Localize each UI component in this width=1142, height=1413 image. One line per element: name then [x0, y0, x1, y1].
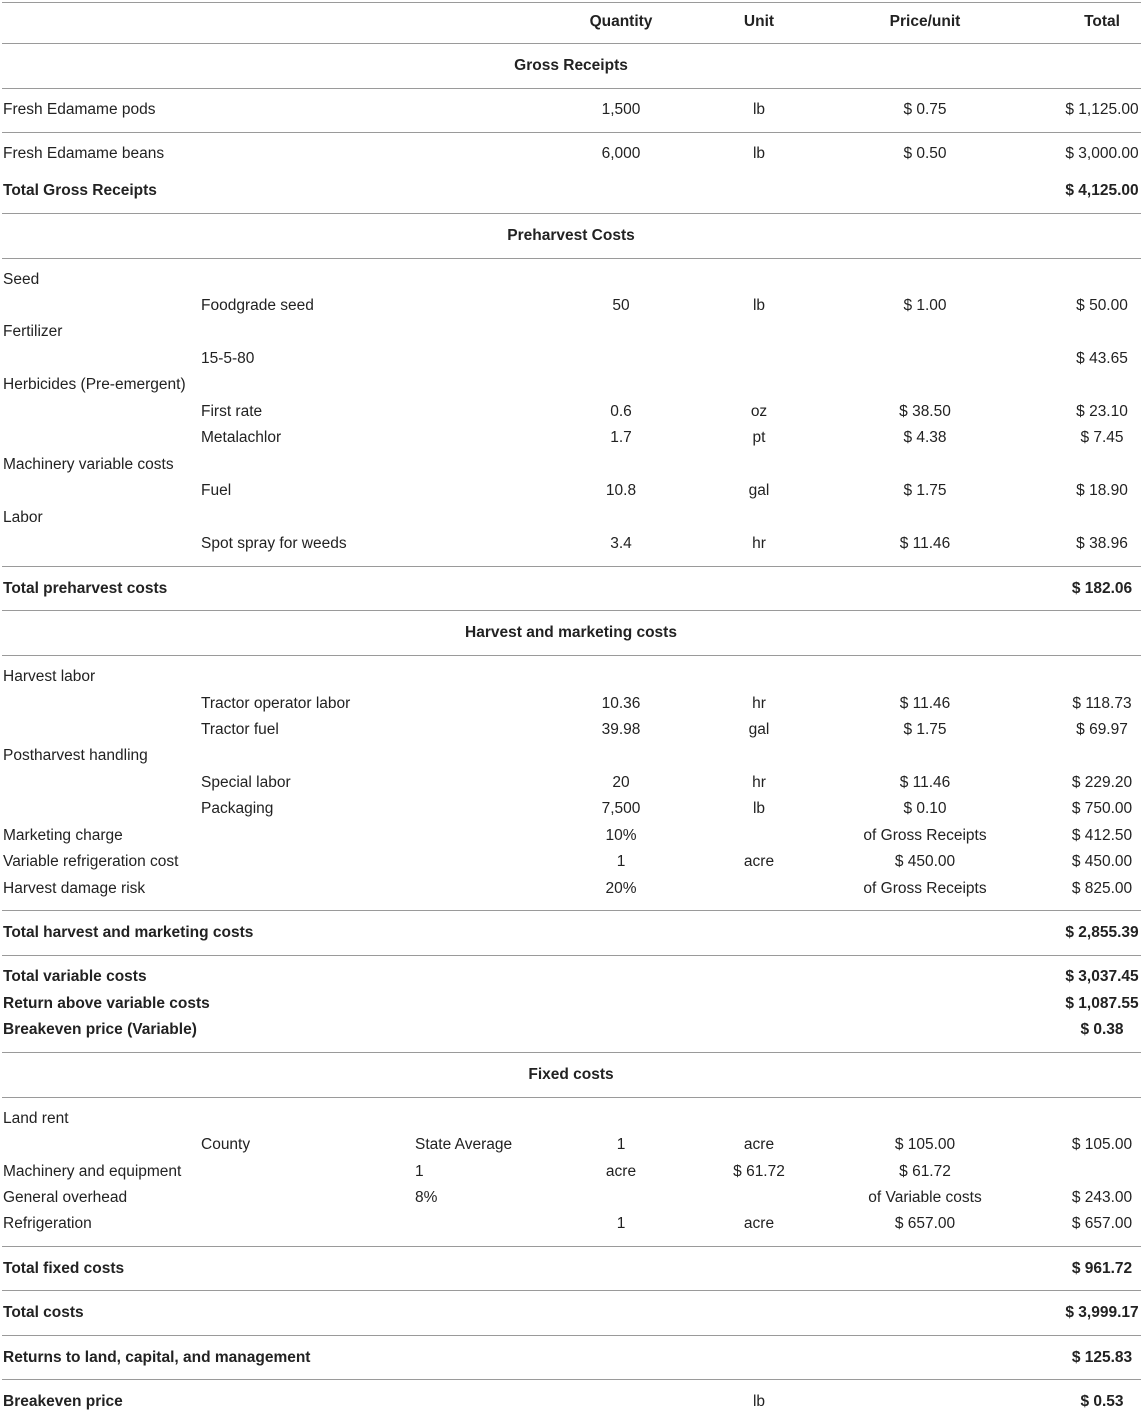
price-cell: $ 0.50 [903, 145, 947, 162]
category-label: Fertilizer [3, 323, 63, 340]
row-label: Harvest damage risk [3, 880, 146, 897]
price-cell: $ 0.75 [903, 101, 947, 118]
row-divider [2, 43, 1141, 44]
item-label: Metalachlor [201, 429, 282, 446]
total-cell: $ 3,000.00 [1065, 145, 1139, 162]
row-label: Variable refrigeration cost [3, 853, 179, 870]
row-divider [2, 88, 1141, 89]
row-divider [2, 955, 1141, 956]
unit-cell: hr [752, 774, 766, 791]
item-label: Tractor operator labor [201, 695, 351, 712]
section-title-harvest: Harvest and marketing costs [465, 624, 677, 641]
total-cell: $ 105.00 [1071, 1136, 1133, 1153]
total-cell: $ 229.20 [1071, 774, 1133, 791]
row-divider [2, 1290, 1141, 1291]
price-cell: $ 11.46 [899, 695, 951, 712]
quantity-cell: 20 [612, 774, 630, 791]
item-label: Fuel [201, 482, 232, 499]
return-above-variable-label: Return above variable costs [3, 995, 210, 1012]
row-divider [2, 1335, 1141, 1336]
unit-cell: oz [750, 403, 768, 420]
total-cell: $ 825.00 [1071, 880, 1133, 897]
total-cell: $ 412.50 [1071, 827, 1133, 844]
price-cell: $ 4.38 [903, 429, 947, 446]
row-divider [2, 910, 1141, 911]
item-label: First rate [201, 403, 263, 420]
category-label: Harvest labor [3, 668, 96, 685]
unit-cell: $ 61.72 [733, 1163, 785, 1180]
unit-cell: lb [752, 145, 766, 162]
category-label: Machinery variable costs [3, 456, 174, 473]
quantity-cell: 1 [616, 853, 626, 870]
category-label: Postharvest handling [3, 747, 148, 764]
breakeven-price-label: Breakeven price [3, 1393, 123, 1410]
price-cell: $ 11.46 [899, 774, 951, 791]
row-label: Fresh Edamame beans [3, 145, 165, 162]
price-cell: $ 1.75 [903, 482, 947, 499]
total-cell: $ 118.73 [1072, 695, 1132, 712]
total-variable-costs-value: $ 3,037.45 [1065, 968, 1139, 985]
total-preharvest-label: Total preharvest costs [3, 580, 168, 597]
section-title-fixed: Fixed costs [528, 1066, 614, 1083]
row-label: General overhead [3, 1189, 128, 1206]
total-cell: $ 750.00 [1071, 800, 1133, 817]
quantity-cell: 20% [605, 880, 637, 897]
quantity-cell: 1.7 [610, 429, 632, 446]
breakeven-variable-value: $ 0.38 [1080, 1021, 1124, 1038]
unit-cell: pt [752, 429, 766, 446]
price-cell: of Variable costs [868, 1189, 982, 1206]
breakeven-unit: lb [752, 1393, 766, 1410]
total-cell: $ 38.96 [1076, 535, 1128, 552]
total-cell: $ 657.00 [1071, 1215, 1133, 1232]
quantity-cell: 1 [616, 1215, 626, 1232]
total-cell: $ 450.00 [1071, 853, 1133, 870]
extra-cell: State Average [415, 1136, 513, 1153]
row-divider [2, 566, 1141, 567]
quantity-cell: 10% [605, 827, 637, 844]
row-divider [2, 1246, 1141, 1247]
price-cell: $ 11.46 [899, 535, 951, 552]
header-total: Total [1084, 13, 1120, 30]
quantity-cell: 3.4 [610, 535, 632, 552]
price-cell: $ 38.50 [899, 403, 951, 420]
total-cell: $ 69.97 [1076, 721, 1128, 738]
section-title-preharvest: Preharvest Costs [507, 227, 635, 244]
total-gross-receipts-label: Total Gross Receipts [3, 182, 157, 199]
quantity-cell: 39.98 [601, 721, 641, 738]
item-label: 15-5-80 [201, 350, 255, 367]
unit-cell: acre [743, 1215, 775, 1232]
breakeven-price-value: $ 0.53 [1080, 1393, 1124, 1410]
quantity-cell: 7,500 [601, 800, 641, 817]
price-cell: $ 450.00 [894, 853, 956, 870]
total-cell: $ 18.90 [1076, 482, 1128, 499]
price-cell: $ 657.00 [894, 1215, 956, 1232]
quantity-cell: 0.6 [610, 403, 632, 420]
item-label: Foodgrade seed [201, 297, 314, 314]
quantity-cell: 10.36 [601, 695, 641, 712]
unit-cell: acre [743, 1136, 775, 1153]
row-divider [2, 1052, 1141, 1053]
row-label: Machinery and equipment [3, 1163, 182, 1180]
quantity-cell: 6,000 [601, 145, 641, 162]
row-divider [2, 132, 1141, 133]
unit-cell: gal [748, 721, 770, 738]
row-label: Marketing charge [3, 827, 123, 844]
item-label: County [201, 1136, 251, 1153]
row-divider [2, 258, 1141, 259]
unit-cell: hr [752, 695, 766, 712]
unit-cell: gal [748, 482, 770, 499]
price-cell: of Gross Receipts [863, 880, 987, 897]
section-title-gross-receipts: Gross Receipts [514, 57, 628, 74]
price-cell: $ 0.10 [903, 800, 947, 817]
category-label: Labor [3, 509, 43, 526]
price-cell: $ 1.00 [903, 297, 947, 314]
extra-cell: 1 [415, 1163, 424, 1180]
table-top-rule [2, 2, 1141, 3]
extra-cell: 8% [415, 1189, 438, 1206]
unit-cell: lb [752, 101, 766, 118]
unit-cell: hr [752, 535, 766, 552]
item-label: Spot spray for weeds [201, 535, 347, 552]
price-cell: $ 1.75 [903, 721, 947, 738]
total-fixed-costs-label: Total fixed costs [3, 1260, 125, 1277]
total-variable-costs-label: Total variable costs [3, 968, 147, 985]
total-cell: $ 23.10 [1076, 403, 1128, 420]
total-cell: $ 50.00 [1076, 297, 1128, 314]
header-unit: Unit [743, 13, 775, 30]
category-label: Land rent [3, 1110, 69, 1127]
total-costs-label: Total costs [3, 1304, 84, 1321]
quantity-cell: acre [605, 1163, 637, 1180]
header-price-unit: Price/unit [889, 13, 961, 30]
unit-cell: acre [743, 853, 775, 870]
row-divider [2, 1379, 1141, 1380]
unit-cell: lb [752, 800, 766, 817]
total-costs-value: $ 3,999.17 [1065, 1304, 1139, 1321]
category-label: Seed [3, 271, 40, 288]
quantity-cell: 10.8 [605, 482, 637, 499]
item-label: Special labor [201, 774, 291, 791]
row-label: Fresh Edamame pods [3, 101, 156, 118]
total-harvest-value: $ 2,855.39 [1065, 924, 1139, 941]
quantity-cell: 50 [612, 297, 630, 314]
total-harvest-label: Total harvest and marketing costs [3, 924, 254, 941]
header-quantity: Quantity [589, 13, 653, 30]
returns-value: $ 125.83 [1071, 1349, 1133, 1366]
row-label: Refrigeration [3, 1215, 92, 1232]
row-divider [2, 610, 1141, 611]
total-fixed-costs-value: $ 961.72 [1071, 1260, 1133, 1277]
quantity-cell: 1 [616, 1136, 626, 1153]
price-cell: of Gross Receipts [863, 827, 987, 844]
category-label: Herbicides (Pre-emergent) [3, 376, 186, 393]
row-divider [2, 1097, 1141, 1098]
item-label: Tractor fuel [201, 721, 279, 738]
unit-cell: lb [752, 297, 766, 314]
total-cell: $ 43.65 [1076, 350, 1128, 367]
row-divider [2, 213, 1141, 214]
returns-label: Returns to land, capital, and management [3, 1349, 311, 1366]
price-cell: $ 61.72 [899, 1163, 951, 1180]
price-cell: $ 105.00 [894, 1136, 956, 1153]
total-preharvest-value: $ 182.06 [1071, 580, 1133, 597]
return-above-variable-value: $ 1,087.55 [1065, 995, 1139, 1012]
breakeven-variable-label: Breakeven price (Variable) [3, 1021, 197, 1038]
total-gross-receipts-value: $ 4,125.00 [1065, 182, 1139, 199]
row-divider [2, 655, 1141, 656]
quantity-cell: 1,500 [601, 101, 641, 118]
total-cell: $ 243.00 [1071, 1189, 1133, 1206]
total-cell: $ 7.45 [1080, 429, 1124, 446]
total-cell: $ 1,125.00 [1065, 101, 1139, 118]
item-label: Packaging [201, 800, 274, 817]
